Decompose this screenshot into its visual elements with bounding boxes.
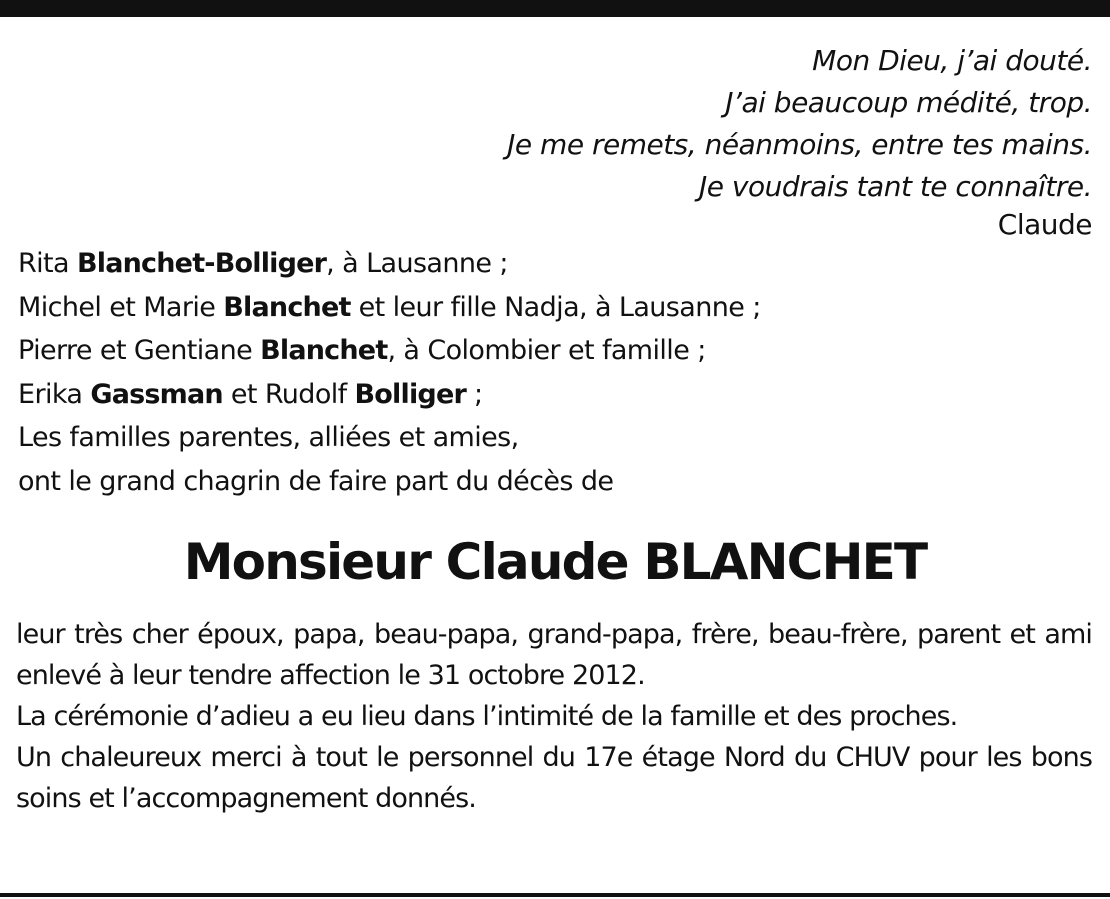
body-paragraph: La cérémonie d’adieu a eu lieu dans l’intimité de la famille et des proches. [16,701,958,732]
mourner-text: Pierre et Gentiane [18,335,261,366]
mourner-row [18,373,1098,417]
body-paragraph: Un chaleureux merci à tout le personnel du 17e étage Nord du CHUV pour les bons soins et l’accompagnement donnés. [16,742,1092,814]
mourners-list [18,242,1098,503]
deceased-name-heading: Monsieur Claude BLANCHET [183,533,927,591]
top-border-rule [0,0,1110,17]
bottom-border-rule [0,893,1110,897]
mourner-text: et leur fille Nadja, à Lausanne ; [350,291,761,323]
mourner-row [18,242,1098,286]
mourner-text: Rita [18,248,77,279]
poem-line: Mon Dieu, j’ai douté. [812,44,1092,77]
mourner-surname: Blanchet [223,291,351,323]
obituary-body [16,614,1092,819]
body-paragraph: leur très cher époux, papa, beau-papa, grand-papa, frère, beau-frère, parent et ami enlevé à leur tendre affection le 31 octobre 2012. [16,619,1092,691]
mourner-row [18,329,1098,373]
announcement-line: ont le grand chagrin de faire part du décès de [18,465,614,497]
poem-line: Je me remets, néanmoins, entre tes mains. [507,128,1092,161]
mourner-text: Erika [18,378,91,410]
mourner-text: Michel et Marie [18,291,224,323]
epigraph-poem [192,40,1092,242]
mourner-row [18,286,1098,330]
mourner-surname: Blanchet [260,335,388,366]
mourner-text: , à Lausanne ; [326,248,508,279]
poem-line: Je voudrais tant te connaître. [699,170,1092,203]
poem-line: J’ai beaucoup médité, trop. [725,86,1092,119]
mourner-text: , à Colombier et famille ; [387,335,706,366]
mourner-row: Les familles parentes, alliées et amies, [18,422,519,453]
mourner-surname: Blanchet-Bolliger [76,248,327,279]
mourner-text: et Rudolf [222,378,355,410]
mourner-surname: Gassman [90,378,223,410]
poem-author: Claude [997,208,1092,241]
mourner-surname: Bolliger [354,378,466,410]
mourner-text: ; [465,378,483,410]
